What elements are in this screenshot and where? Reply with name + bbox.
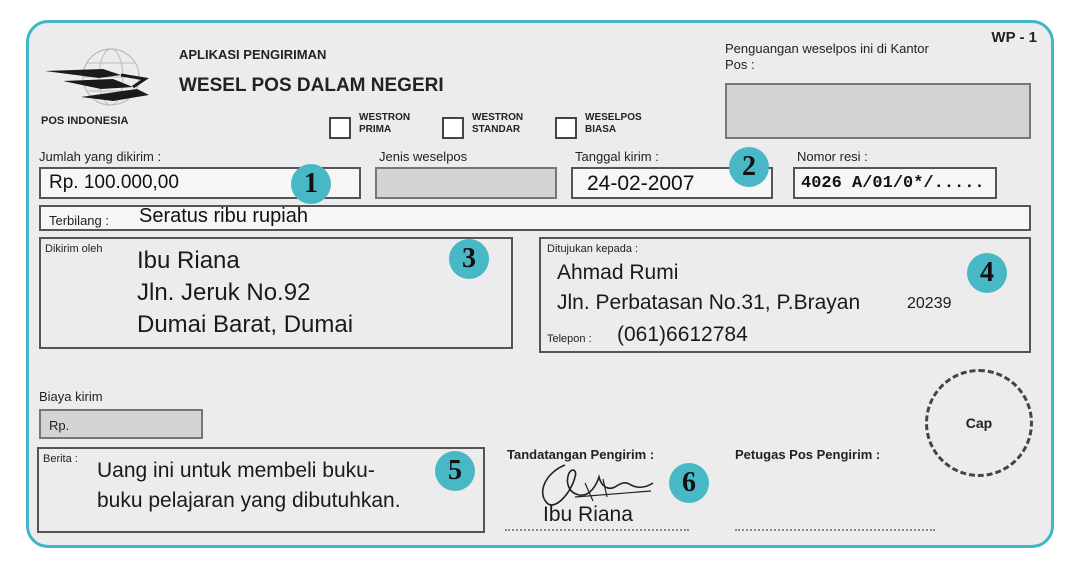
jenis-label: Jenis weselpos (379, 149, 468, 164)
penguangan-label: Penguangan weselpos ini di Kantor Pos : (725, 41, 929, 72)
stamp-area[interactable] (925, 369, 1033, 477)
penerima-name: Ahmad Rumi (557, 261, 679, 284)
pengirim-name: Ibu Riana (137, 247, 240, 274)
checkbox-weselpos-biasa[interactable] (555, 117, 577, 139)
petugas-label: Petugas Pos Pengirim : (735, 447, 881, 462)
checkbox-westron-standar[interactable] (442, 117, 464, 139)
checkbox-label-westron-prima: WESTRON PRIMA (359, 112, 411, 135)
checkbox-label-weselpos-biasa: WESELPOS BIASA (585, 112, 642, 135)
marker-2: 2 (729, 147, 769, 187)
penerima-label: Ditujukan kepada : (547, 243, 639, 255)
pengirim-box[interactable] (39, 237, 513, 349)
terbilang-value: Seratus ribu rupiah (139, 205, 308, 227)
pengirim-address-2: Dumai Barat, Dumai (137, 311, 354, 338)
terbilang-field[interactable] (39, 205, 1031, 231)
berita-line-2: buku pelajaran yang dibutuhkan. (97, 489, 401, 512)
resi-value: 4026 A/01/0*/..... (801, 174, 985, 193)
biaya-field[interactable] (39, 409, 203, 439)
penerima-postal: 20239 (907, 295, 952, 312)
resi-field[interactable] (793, 167, 997, 199)
marker-3: 3 (449, 239, 489, 279)
marker-4: 4 (967, 253, 1007, 293)
marker-5: 5 (435, 451, 475, 491)
resi-label: Nomor resi : (797, 149, 868, 164)
penguangan-field[interactable] (725, 83, 1031, 139)
checkbox-label-westron-standar: WESTRON STANDAR (472, 112, 524, 135)
header-title: WESEL POS DALAM NEGERI (179, 75, 444, 96)
form-code: WP - 1 (991, 29, 1037, 46)
jenis-field[interactable] (375, 167, 557, 199)
checkbox-westron-prima[interactable] (329, 117, 351, 139)
penerima-box[interactable] (539, 237, 1031, 353)
pos-indonesia-eagle-globe-icon (41, 45, 161, 115)
petugas-line (735, 529, 935, 531)
biaya-value: Rp. (49, 418, 70, 433)
logo-text: POS INDONESIA (41, 115, 129, 127)
biaya-label: Biaya kirim (39, 389, 103, 404)
header-subtitle: APLIKASI PENGIRIMAN (179, 47, 327, 62)
berita-box[interactable] (37, 447, 485, 533)
pos-indonesia-logo (41, 45, 161, 115)
cap-label: Cap (965, 415, 993, 431)
marker-1: 1 (291, 164, 331, 204)
berita-label: Berita : (43, 453, 78, 465)
jumlah-value: Rp. 100.000,00 (49, 172, 179, 193)
telepon-label: Telepon : (547, 333, 592, 345)
telepon-value: (061)6612784 (617, 323, 748, 346)
pengirim-address-1: Jln. Jeruk No.92 (137, 279, 311, 306)
jumlah-label: Jumlah yang dikirim : (39, 149, 162, 164)
tanda-tangan-label: Tandatangan Pengirim : (507, 447, 655, 462)
pengirim-label: Dikirim oleh (45, 243, 103, 255)
tanda-tangan-line (505, 529, 689, 531)
tanda-tangan-name: Ibu Riana (543, 503, 633, 526)
tanggal-value: 24-02-2007 (587, 172, 695, 195)
tanggal-label: Tanggal kirim : (575, 149, 659, 164)
wesel-pos-form (26, 20, 1054, 548)
marker-6: 6 (669, 463, 709, 503)
penerima-address: Jln. Perbatasan No.31, P.Brayan (557, 291, 861, 314)
berita-line-1: Uang ini untuk membeli buku- (97, 459, 375, 482)
terbilang-label: Terbilang : (49, 213, 109, 228)
